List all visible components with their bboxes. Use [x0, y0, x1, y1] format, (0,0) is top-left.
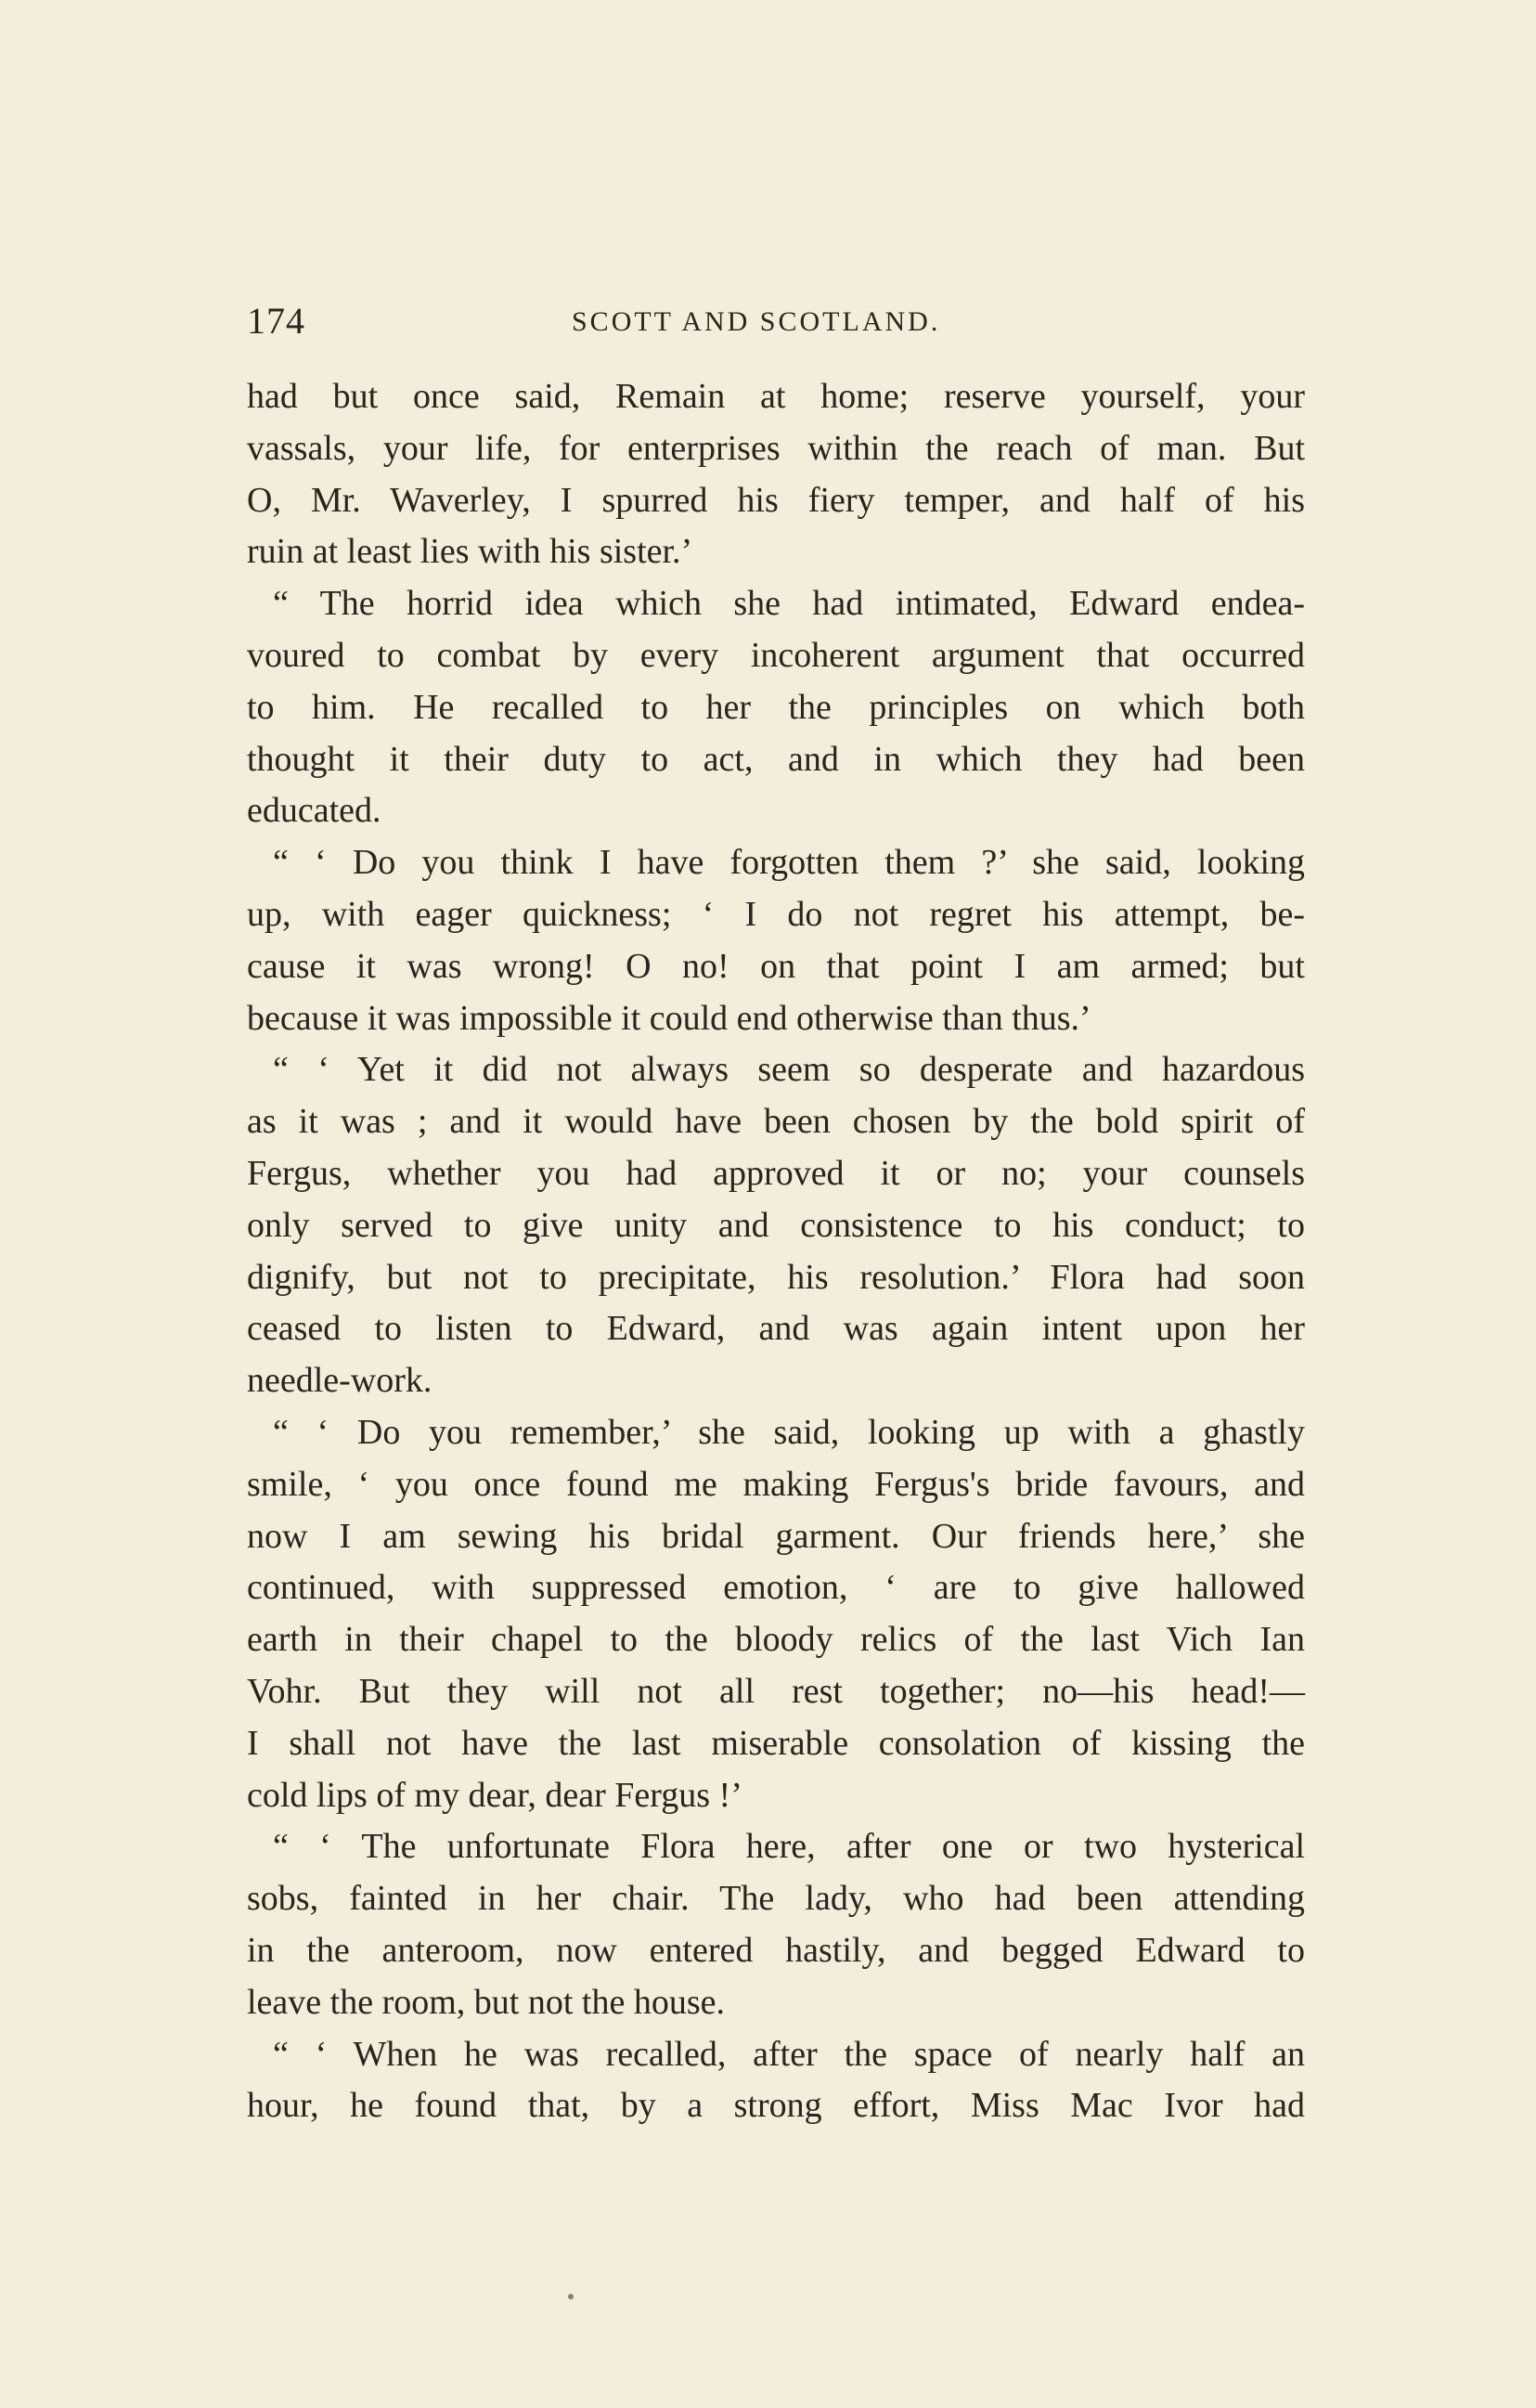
- text-line: educated.: [247, 791, 381, 831]
- text-line: only served to give unity and consistence to his conduct; to: [247, 1205, 1305, 1245]
- text-line: needle-work.: [247, 1361, 432, 1401]
- text-line: now I am sewing his bridal garment. Our friends here,’ she: [247, 1516, 1305, 1556]
- text-line: continued, with suppressed emotion, ‘ are to give hallowed: [247, 1568, 1305, 1608]
- text-line: “ ‘ Do you remember,’ she said, looking up with a ghastly: [273, 1412, 1305, 1452]
- text-line: Vohr. But they will not all rest together; no—his head!—: [247, 1671, 1305, 1711]
- text-line: O, Mr. Waverley, I spurred his fiery temper, and half of his: [247, 480, 1305, 520]
- text-line: earth in their chapel to the bloody relics of the last Vich Ian: [247, 1620, 1305, 1660]
- text-line: dignify, but not to precipitate, his resolution.’ Flora had soon: [247, 1257, 1305, 1297]
- text-line: hour, he found that, by a strong effort, Miss Mac Ivor had: [247, 2086, 1305, 2126]
- text-line: to him. He recalled to her the principles on which both: [247, 687, 1305, 727]
- text-line: as it was ; and it would have been chosen by the bold spirit of: [247, 1102, 1305, 1142]
- text-line: “ ‘ When he was recalled, after the space of nearly half an: [273, 2034, 1305, 2074]
- text-line: Fergus, whether you had approved it or no; your counsels: [247, 1153, 1305, 1193]
- text-line: “ ‘ Yet it did not always seem so desperate and hazardous: [273, 1050, 1305, 1090]
- text-line: thought it their duty to act, and in which they had been: [247, 739, 1305, 779]
- text-line: “ The horrid idea which she had intimated, Edward endea-: [273, 584, 1305, 624]
- body-text: [247, 371, 1305, 2132]
- text-line: leave the room, but not the house.: [247, 1982, 725, 2022]
- text-line: had but once said, Remain at home; reserve yourself, your: [247, 377, 1305, 416]
- running-title: SCOTT AND SCOTLAND.: [572, 306, 941, 337]
- text-line: smile, ‘ you once found me making Fergus's bride favours, and: [247, 1464, 1305, 1504]
- text-line: voured to combat by every incoherent argument that occurred: [247, 635, 1305, 675]
- text-line: ruin at least lies with his sister.’: [247, 532, 693, 572]
- text-line: ceased to listen to Edward, and was again intent upon her: [247, 1309, 1305, 1349]
- text-line: I shall not have the last miserable consolation of kissing the: [247, 1723, 1305, 1763]
- page-number: 174: [247, 300, 305, 342]
- text-line: “ ‘ The unfortunate Flora here, after one or two hysterical: [273, 1827, 1305, 1867]
- text-line: because it was impossible it could end otherwise than thus.’: [247, 998, 1091, 1038]
- running-head: [247, 299, 1305, 345]
- text-line: “ ‘ Do you think I have forgotten them ?’ she said, looking: [273, 843, 1305, 883]
- text-line: in the anteroom, now entered hastily, and begged Edward to: [247, 1930, 1305, 1970]
- text-line: vassals, your life, for enterprises within the reach of man. But: [247, 428, 1305, 468]
- text-line: sobs, fainted in her chair. The lady, who had been attending: [247, 1879, 1305, 1919]
- paper-speck: [568, 2294, 574, 2299]
- text-line: cause it was wrong! O no! on that point I am armed; but: [247, 946, 1305, 986]
- text-line: cold lips of my dear, dear Fergus !’: [247, 1775, 742, 1815]
- text-line: up, with eager quickness; ‘ I do not regret his attempt, be-: [247, 894, 1305, 934]
